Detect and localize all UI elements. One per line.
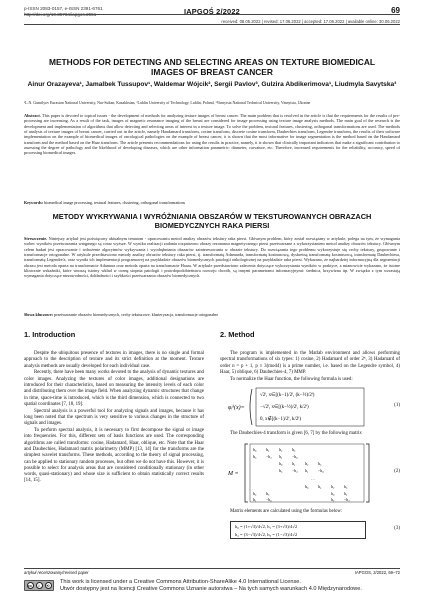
equation-1-number: (1) (394, 402, 400, 408)
svg-text:√2ⁱ, x∈[(k−1)/2ⁱ, (k−½)/2ⁱ): √2ⁱ, x∈[(k−1)/2ⁱ, (k−½)/2ⁱ) (260, 392, 315, 398)
svg-text:h₁: h₁ (344, 491, 348, 497)
svg-text:h₀: h₀ (305, 484, 309, 490)
svg-text:−h₂: −h₂ (266, 454, 272, 460)
coefficient-formulas-box (230, 521, 366, 539)
article-authors: Ainur Orazayeva¹, Jamalbek Tussupov¹, Waldemar Wójcik², Sergii Pavlov³, Gulzira Abdikerimova¹, Liudmyla Savytska³ (27, 81, 397, 88)
section-heading-method: 2. Method (220, 330, 255, 339)
keywords-text: biomedical image processing, textural features, clustering, orthogonal transformations (44, 200, 186, 205)
header-rule-top (24, 14, 400, 15)
svg-text:h₃: h₃ (266, 491, 270, 497)
keywords-pl-text: przetwarzanie obrazów biomedycznych, cechy teksturowe, klasteryzacja, transformacje ortogonalne (54, 312, 219, 317)
haar-formula-figure (226, 387, 376, 427)
keywords-pl-label: Słowa kluczowe: (24, 312, 53, 317)
method-paragraph-3: The Daubechies-4 transform is given [6, 7] by the following matrix (230, 430, 362, 436)
method-paragraph-2: To normalize the Haar function, the following formula is used: (230, 376, 353, 382)
abstract-pl-text: Niniejszy artykuł jest poświęcony aktualnym tematom - opracowaniu metod analizy obrazów tekstury raka piersi. Głównym problem, który został rozwiązany w artykule, polega na tym, że wymagania wobec wyników przetwarzania wstępnego są coraz wyższe. W wyniku realizacji zadania rozpatrzono obrazy rezonansu magnetycznego piersi przetwarzane z wykorzystaniem metod analizy obrazów tekstury. Głównym celem badań jest opracowanie i wdrożenie algorytmów wykrywania i wyodrębniania obszarów zainteresowania w obrazie tekstury. Do rozwiązania tego problemu wykorzystuje się cechy tekstury, grupowanie i transformacje ortogonalne. W artykule przedstawiono metody analizy obrazów tekstury raka piersi, tj. transformatę Adamarda, transformatę kosinusową, dyskretną transformatę kosinusową, transformatę Daubechiesa, transformatę Legendre'a, oraz wyniki ich implementacji programowej na przykładzie obrazów biomedycznych patologii onkologicznej na przykładzie raka piersi. Wykazano, że najbardziej informacyjną dla segmentacji obrazu jest metoda oparta na transformacie Adamara oraz metoda oparta na transformacie Haara. W artykule przedstawiono zalecenia dotyczące wykorzystania wyników w praktyce, a mianowicie wykazano, że istotne klinicznie wskaźniki, które wnoszą istotny wkład w ocenę stopnia patologii i prawdopodobieństwa rozwoju chorób, są innymi parametrami informacyjnymi: średnica, krzywizna itp. W związku z tym wzrastają wymagania dotyczące niezawodności, dokładności i szybkości przetwarzania obrazów biomedycznych. (24, 236, 401, 279)
license-text (60, 579, 362, 593)
article-dates: received: 08.05.2022 | revised: 17.06.2022 | accepted: 17.06.2022 | available online: 30.06.2022 (221, 19, 400, 24)
affiliations: ¹L.N. Gumilyov Eurasian National University, Nur-Sultan, Kazakhstan, ²Lublin University of Technology, Lublin, Poland, ³Vinnytsia National Technical University, Vinnytsia, Ukraine (24, 101, 311, 105)
svg-text:−h₂: −h₂ (292, 468, 298, 474)
svg-text:h₂: h₂ (253, 491, 257, 497)
intro-paragraph-1: Despite the ubiquitous presence of textures in images, there is no single and formal approach to the description of texture and its strict definition at the moment. Texture analysis methods are usually developed for each individual case. (24, 351, 204, 369)
equation-3 (220, 520, 400, 540)
svg-text:h₁: h₁ (253, 497, 257, 503)
svg-text:h₃: h₃ (279, 468, 283, 474)
issn: p-ISSN 2083-0157, e-ISSN 2391-6761 (24, 6, 103, 11)
journal-citation: IAPGOS, 2/2022, 69–72 (354, 570, 400, 575)
svg-text:h₃: h₃ (253, 454, 257, 460)
left-column (24, 330, 204, 485)
method-paragraph-1: The program is implemented in the Matlab environment and allows performing spectral transformations of six types: 1) cosine, 2) Hadamard of order 2ⁿ, 3) Hadamard of order n = p + 1, p ≡ 3(mod4) is a prime number, i.e. based on the Legendre symbol, 4) Haar, 5) oblique, 6) Daubechies-4, 7) MMP. (220, 351, 400, 375)
svg-text:h₃: h₃ (318, 461, 322, 467)
abstract-text: This paper is devoted to topical issues - the development of methods for analyzing texture images of breast cancer. The main problem that is resolved in the article is that the requirements for the results of pre-processing are increasing. As a result of the task, images of magnetic resonance imaging of the breast are considered for image processing using texture image analysis methods. The main goal of the research is the development and implementation of algorithms that allow detecting and selecting areas of interest in a texture image. To solve the problem, textural features, clustering, orthogonal transformations are used. The methods of analysis of texture images of breast cancer, carried out in the article, namely Haudamard transform, cosine transform, discrete cosine transform, Daubechies transform, Legendre transform, the results of their software implementation on the example of biomedical images of oncological pathologies on the example of breast cancer, it is shown that the most informative for image segmentation is the method based on the Haudamard transform and the method based on the Haar transform. The article presents recommendations for using the results in practice, namely, it is shown that clinically important indicators that make a significant contribution to assessing the degree of pathology and the likelihood of developing diseases, which are other information parametric: diameter, curvature, etc. Therefore, increased requirements for the reliability, accuracy, speed of processing biomedical images. (24, 113, 400, 156)
svg-text:h₁: h₁ (292, 461, 296, 467)
page-header (24, 4, 400, 30)
equation-1 (220, 387, 400, 427)
coefficient-row-1: h₀ = (1+√3)/4√2, h₁ = (3+√3)/4√2 (235, 523, 298, 529)
article-title-pl: METODY WYKRYWANIA I WYRÓŻNIANIA OBSZARÓW W TEKSTUROWANYCH OBRAZACH BIOMEDYCZNYCH RAKA PIERSI (52, 212, 372, 231)
intro-paragraph-2: Recently, there have been many works devoted to the analysis of dynamic textures and color images. Analyzing the textures of color images, additional designations are introduced for their characteristics, based on measuring the intensity levels of each color and distributing them over the image field. When analyzing dynamic structures that change in time, space-time is introduced, which is the third dimension, which is connected to two spatial coordinates [7, 18, 19]. (24, 370, 204, 407)
section-heading-introduction: 1. Introduction (24, 330, 76, 339)
sa-icon: ⟲ (46, 584, 50, 588)
abstract-pl-label: Streszczenie. (24, 236, 48, 241)
svg-text:M =: M = (228, 471, 239, 478)
page-number: 69 (391, 6, 400, 15)
svg-text:0, x∉[(k−1)/2ⁱ, k/2ⁱ): 0, x∉[(k−1)/2ⁱ, k/2ⁱ) (260, 416, 301, 422)
abstract-pl (24, 236, 400, 279)
article-title: METHODS FOR DETECTING AND SELECTING AREAS ON TEXTURE BIOMEDICAL IMAGES OF BREAST CANCER (48, 57, 375, 77)
method-paragraph-4: Matrix elements are calculated using the formulas below: (230, 509, 343, 515)
cc-icon: cc (28, 584, 32, 588)
equation-3-number: (3) (394, 525, 400, 531)
equation-2 (220, 441, 400, 505)
keywords-label: Keywords: (24, 200, 44, 205)
svg-text:h₀: h₀ (253, 447, 257, 453)
svg-text:h₃: h₃ (344, 484, 348, 490)
header-rule-bottom (24, 24, 400, 25)
svg-text:h₁: h₁ (305, 468, 309, 474)
intro-paragraph-4: To perform spectral analysis, it is necessary to first decompose the signal or image into frequencies. For this, different sets of basis functions are used. The corresponding algorithms are called transforms: cosine, Hadamard, Haar, oblique, etc. Note that the Haar and Daubechies, Hadamard matrix polarimetry (MMP) [13, 14] for the transforms are the simplest wavelet transforms. These methods, according to the theory of signal processing, can be applied to stationary random processes, but often we do not have this. However, it is possible to select for analysis areas that are considered conditionally stationary (in other words, quasi-stationary) and whose size is sufficient to obtain statistically correct results [14, 15]. (24, 428, 204, 484)
svg-text:h₃: h₃ (331, 497, 335, 503)
intro-paragraph-3: Spectral analysis is a powerful tool for analyzing signals and images, because it has long been noted that the spectrum is very sensitive to various changes in the structure of signals and images. (24, 408, 204, 427)
svg-text:h₂: h₂ (331, 484, 335, 490)
svg-text:−√2ⁱ, x∈[(k−½)/2ⁱ, k/2ⁱ): −√2ⁱ, x∈[(k−½)/2ⁱ, k/2ⁱ) (260, 404, 309, 410)
svg-text:…: … (311, 476, 315, 482)
by-icon: i (36, 582, 43, 589)
svg-text:h₃: h₃ (292, 447, 296, 453)
svg-text:φᵢᵏ(x)=: φᵢᵏ(x)= (228, 404, 245, 411)
svg-text:h₀: h₀ (279, 461, 283, 467)
right-column (220, 330, 400, 544)
svg-text:−h₀: −h₀ (318, 468, 324, 474)
svg-text:h₁: h₁ (266, 447, 270, 453)
footer-rule (24, 568, 400, 569)
doi-link[interactable]: http://doi.org/10.35784/iapgos.2951 (24, 12, 97, 18)
svg-text:−h₀: −h₀ (266, 497, 272, 503)
svg-text:h₂: h₂ (279, 447, 283, 453)
keywords-pl (24, 312, 400, 317)
svg-text:h₀: h₀ (331, 491, 335, 497)
coefficient-row-2: h₂ = (3−√3)/4√2, h₃ = (1−√3)/4√2 (235, 531, 298, 537)
equation-2-number: (2) (394, 469, 400, 475)
svg-text:h₁: h₁ (279, 454, 283, 460)
svg-text:−h₂: −h₂ (344, 497, 350, 503)
cc-by-sa-badge[interactable] (24, 580, 54, 591)
license-block (24, 578, 400, 598)
license-english[interactable]: This work is licensed under a Creative Commons Attribution-ShareAlike 4.0 International License. (60, 579, 301, 585)
svg-text:h₂: h₂ (305, 461, 309, 467)
svg-text:−h₀: −h₀ (292, 454, 298, 460)
keywords-en (24, 200, 400, 205)
daubechies-matrix-figure (226, 441, 376, 505)
license-polish[interactable]: Utwór dostępny jest na licencji Creative Commons Uznanie autorstwa – Na tych samych warunkach 4.0 Międzynarodowe. (60, 586, 362, 592)
review-status: artykuł recenzowany/revised paper (24, 570, 89, 575)
svg-text:h₁: h₁ (318, 484, 322, 490)
abstract-label: Abstract. (24, 113, 41, 118)
journal-name: IAPGOŚ 2/2022 (183, 7, 240, 16)
abstract-en (24, 113, 400, 156)
